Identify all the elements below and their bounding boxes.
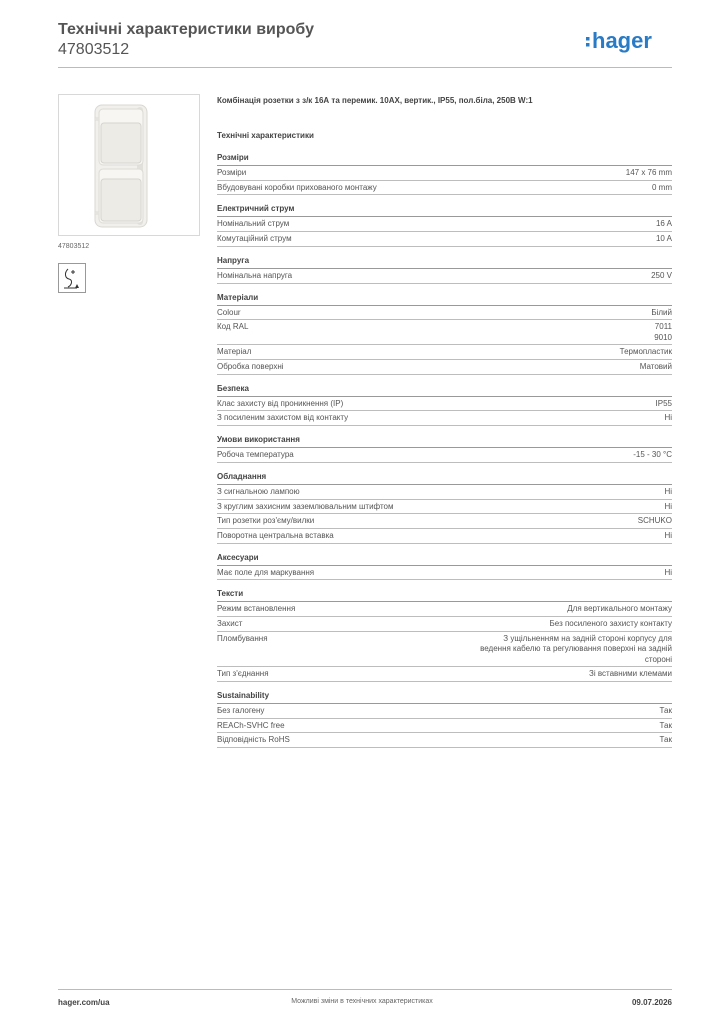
footer-disclaimer: Можливі зміни в технічних характеристиках xyxy=(291,998,433,1005)
section-title: Sustainability xyxy=(217,690,672,704)
spec-row xyxy=(217,617,672,632)
spec-label: Пломбування xyxy=(217,633,268,643)
spec-label: Код RAL xyxy=(217,322,249,332)
spec-value: Так xyxy=(659,735,672,745)
product-name: Комбінація розетки з з/к 16А та перемик. 10AX, вертик., IP55, пол.біла, 250В W:1 xyxy=(217,96,533,105)
spec-row xyxy=(217,719,672,734)
footer-divider xyxy=(58,989,672,990)
spec-label: Захист xyxy=(217,619,243,629)
footer-website[interactable]: hager.com/ua xyxy=(58,998,110,1007)
spec-section xyxy=(217,383,672,426)
spec-section xyxy=(217,690,672,748)
spec-label: Розміри xyxy=(217,168,247,177)
spec-row xyxy=(217,500,672,515)
spec-row xyxy=(217,166,672,181)
spec-value: Білий xyxy=(651,307,672,317)
spec-label: Клас захисту від проникнення (IP) xyxy=(217,398,344,408)
spec-label: Відповідність RoHS xyxy=(217,735,290,745)
header-divider xyxy=(58,67,672,68)
spec-value: IP55 xyxy=(655,398,672,408)
spec-label: Тип з'єднання xyxy=(217,669,269,679)
spec-label: Робоча температура xyxy=(217,450,294,460)
spec-label: Номінальна напруга xyxy=(217,270,293,280)
spec-value: 16 A xyxy=(655,219,672,229)
spec-label: Colour xyxy=(217,307,241,317)
spec-row xyxy=(217,397,672,412)
section-title: Умови використання xyxy=(217,434,672,448)
spec-label: Тип розетки роз'єму/вилки xyxy=(217,516,315,526)
spec-row xyxy=(217,529,672,544)
footer-date: 09.07.2026 xyxy=(631,998,672,1007)
spec-label: З посиленим захистом від контакту xyxy=(217,413,349,423)
section-title: Напруга xyxy=(217,255,672,269)
spec-row xyxy=(217,411,672,426)
page-title: Технічні характеристики виробу xyxy=(58,21,314,38)
spec-label: З сигнальною лампою xyxy=(217,486,300,496)
spec-value: Ні xyxy=(664,567,672,577)
installation-symbol-icon xyxy=(58,263,86,293)
spec-value: Так xyxy=(659,705,672,715)
specifications-heading: Технічні характеристики xyxy=(217,131,314,140)
spec-row xyxy=(217,667,672,682)
spec-value: Ні xyxy=(664,413,672,423)
spec-value: Ні xyxy=(664,501,672,511)
section-title: Аксесуари xyxy=(217,552,672,566)
spec-value: 0 mm xyxy=(652,182,672,192)
spec-label: Матеріал xyxy=(217,347,252,357)
spec-row xyxy=(217,514,672,529)
spec-row xyxy=(217,306,672,321)
spec-label: Комутаційний струм xyxy=(217,234,292,244)
spec-value: 7011 9010 xyxy=(654,322,672,342)
spec-label: Має поле для маркування xyxy=(217,567,315,577)
section-title: Електричний струм xyxy=(217,203,672,217)
spec-value: Термопластик xyxy=(619,347,672,357)
section-title: Розміри xyxy=(217,152,672,166)
spec-value: Зі вставними клемами xyxy=(589,669,672,679)
product-image xyxy=(58,94,200,236)
specifications xyxy=(217,94,672,754)
spec-row xyxy=(217,632,672,668)
spec-row xyxy=(217,217,672,232)
article-number: 47803512 xyxy=(58,41,130,58)
spec-value: 147 x 76 mm xyxy=(625,168,672,177)
spec-row xyxy=(217,448,672,463)
spec-label: Без галогену xyxy=(217,705,265,715)
spec-section xyxy=(217,292,672,375)
spec-label: Поворотна центральна вставка xyxy=(217,530,334,540)
image-caption: 47803512 xyxy=(58,243,90,250)
spec-value: Без посиленого захисту контакту xyxy=(549,619,672,629)
spec-row xyxy=(217,704,672,719)
spec-label: REACh-SVHC free xyxy=(217,720,285,730)
spec-section xyxy=(217,588,672,682)
spec-sections xyxy=(217,152,672,748)
hager-logo-icon xyxy=(586,28,672,56)
spec-row xyxy=(217,232,672,247)
spec-row xyxy=(217,566,672,581)
spec-label: Режим встановлення xyxy=(217,604,296,614)
spec-row xyxy=(217,485,672,500)
hager-logo xyxy=(586,28,672,56)
spec-row xyxy=(217,360,672,375)
spec-label: З круглим захисним заземлювальним штифтом xyxy=(217,501,394,511)
spec-section xyxy=(217,434,672,463)
spec-label: Вбудовувані коробки прихованого монтажу xyxy=(217,182,377,192)
spec-section xyxy=(217,255,672,284)
section-title: Обладнання xyxy=(217,471,672,485)
spec-section xyxy=(217,152,672,195)
spec-section xyxy=(217,203,672,246)
spec-row xyxy=(217,320,672,345)
spec-section xyxy=(217,471,672,544)
spec-row xyxy=(217,733,672,748)
spec-value: Ні xyxy=(664,486,672,496)
spec-row xyxy=(217,345,672,360)
spec-section xyxy=(217,552,672,581)
spec-row xyxy=(217,269,672,284)
spec-value: SCHUKO xyxy=(637,516,672,526)
spec-label: Обробка поверхні xyxy=(217,362,284,372)
spec-value: З ущільненням на задній стороні корпусу для ведення кабелю та регулювання поверхні на задній стороні xyxy=(480,633,672,664)
spec-value: -15 - 30 °C xyxy=(633,450,672,460)
spec-row xyxy=(217,181,672,196)
spec-value: Так xyxy=(659,720,672,730)
spec-row xyxy=(217,602,672,617)
page-header xyxy=(58,20,672,60)
section-title: Безпека xyxy=(217,383,672,397)
section-title: Тексти xyxy=(217,588,672,602)
logo-text: hager xyxy=(592,28,652,53)
section-title: Матеріали xyxy=(217,292,672,306)
spec-value: Для вертикального монтажу xyxy=(567,604,672,614)
spec-value: Ні xyxy=(664,530,672,540)
spec-value: Матовий xyxy=(639,362,672,372)
spec-value: 10 A xyxy=(655,234,672,244)
spec-label: Номінальний струм xyxy=(217,219,290,229)
spec-value: 250 V xyxy=(651,270,672,280)
